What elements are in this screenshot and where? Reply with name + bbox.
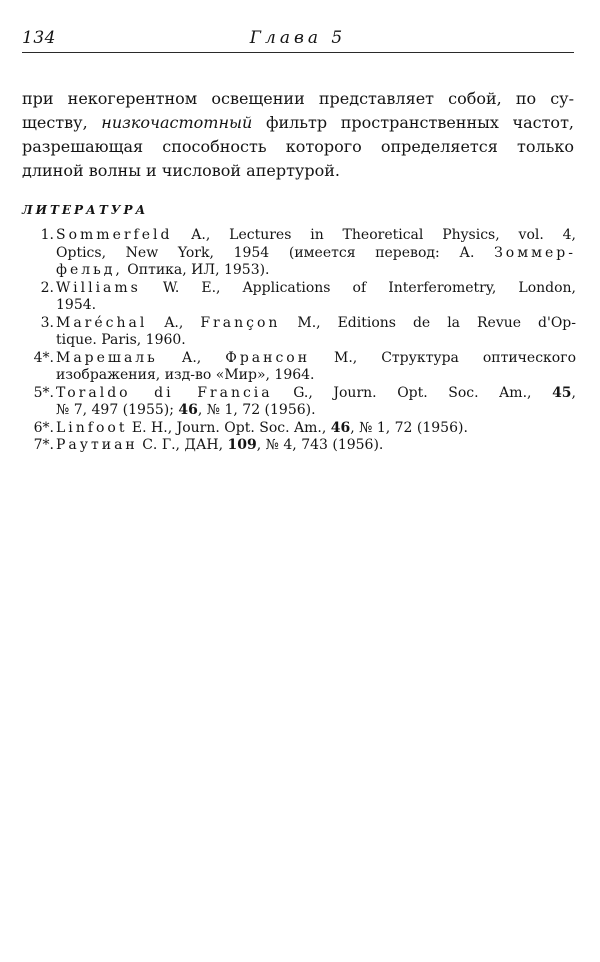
- chapter-title: Глава 5: [249, 28, 347, 48]
- body-line: при некогерентном освещении представляет собой, по су-: [22, 89, 574, 108]
- header-rule: [22, 52, 574, 53]
- reference-line: [56, 262, 576, 280]
- reference-volume: 46: [178, 402, 198, 418]
- reference-author: Франсон: [225, 349, 311, 366]
- reference-author: Maréchal: [56, 314, 148, 331]
- reference-text: Оптика, ИЛ, 1953).: [122, 262, 270, 278]
- reference-item: [20, 437, 576, 455]
- reference-author: Williams: [56, 279, 141, 296]
- reference-text: , № 1, 72 (1956).: [197, 402, 316, 418]
- body-line: длиной волны и числовой апертурой.: [22, 161, 340, 180]
- reference-item: [20, 227, 576, 280]
- reference-line: [56, 227, 576, 245]
- reference-author: Раутиан: [56, 437, 138, 453]
- reference-line: 1954.: [56, 297, 97, 313]
- reference-line: [56, 420, 576, 438]
- reference-number: 2.: [40, 279, 54, 296]
- body-paragraph: [22, 87, 574, 183]
- reference-text: Optics, New York, 1954 (имеется перевод: А.: [56, 244, 495, 261]
- reference-text: G., Journ. Opt. Soc. Am.,: [272, 384, 553, 401]
- reference-number: 5*.: [33, 384, 54, 401]
- reference-line: [56, 315, 576, 333]
- reference-text: С. Г., ДАН,: [137, 437, 228, 453]
- reference-text: ,: [571, 384, 576, 401]
- reference-author: фельд,: [56, 262, 123, 278]
- page-number: 134: [22, 28, 56, 48]
- reference-text: E. H., Journ. Opt. Soc. Am.,: [127, 419, 331, 436]
- reference-line: [56, 280, 576, 298]
- reference-number: 3.: [40, 314, 54, 331]
- reference-item: [20, 280, 576, 315]
- reference-item: [20, 315, 576, 350]
- reference-list: [20, 227, 576, 455]
- emphasis-term: низкочастотный: [101, 113, 253, 132]
- reference-volume: 46: [330, 419, 351, 436]
- reference-line: [56, 245, 576, 263]
- reference-text: M., Editions de la Revue d'Op-: [280, 314, 576, 331]
- body-line: [22, 111, 574, 135]
- reference-text: А.,: [157, 349, 226, 366]
- reference-author: Зоммер-: [494, 244, 576, 261]
- running-head: [22, 28, 574, 52]
- reference-line: [56, 437, 576, 455]
- reference-text: № 7, 497 (1955);: [56, 402, 179, 418]
- reference-author: Toraldo di Francia: [56, 384, 273, 401]
- reference-line: [56, 385, 576, 403]
- reference-item: [20, 385, 576, 420]
- reference-text: A., Lectures in Theoretical Physics, vol. 4,: [172, 227, 576, 243]
- body-text-run: фильтр пространственных частот,: [252, 113, 574, 132]
- reference-line: изображения, изд-во «Мир», 1964.: [56, 367, 315, 383]
- reference-author: Linfoot: [56, 419, 128, 436]
- reference-text: , № 1, 72 (1956).: [350, 419, 468, 436]
- reference-line: tique. Paris, 1960.: [56, 332, 186, 348]
- reference-item: [20, 350, 576, 385]
- reference-author: Sommerfeld: [56, 227, 173, 243]
- reference-line: [56, 350, 576, 368]
- reference-line: [56, 402, 576, 420]
- reference-text: W. E., Applications of Interferometry, London,: [140, 279, 576, 296]
- reference-author: Françon: [200, 314, 281, 331]
- reference-text: A.,: [147, 314, 201, 331]
- section-title: ЛИТЕРАТУРА: [22, 203, 149, 217]
- reference-text: М., Структура оптического: [310, 349, 576, 366]
- reference-text: , № 4, 743 (1956).: [256, 437, 384, 453]
- body-text-run: ществу,: [22, 113, 102, 132]
- reference-number: 4*.: [33, 349, 54, 366]
- reference-number: 7*.: [33, 437, 54, 453]
- reference-number: 1.: [40, 227, 54, 243]
- reference-volume: 109: [227, 437, 257, 453]
- reference-number: 6*.: [33, 419, 54, 436]
- reference-item: [20, 420, 576, 438]
- reference-volume: 45: [552, 384, 572, 401]
- body-line: разрешающая способность которого определяется только: [22, 137, 574, 156]
- reference-author: Марешаль: [56, 349, 158, 366]
